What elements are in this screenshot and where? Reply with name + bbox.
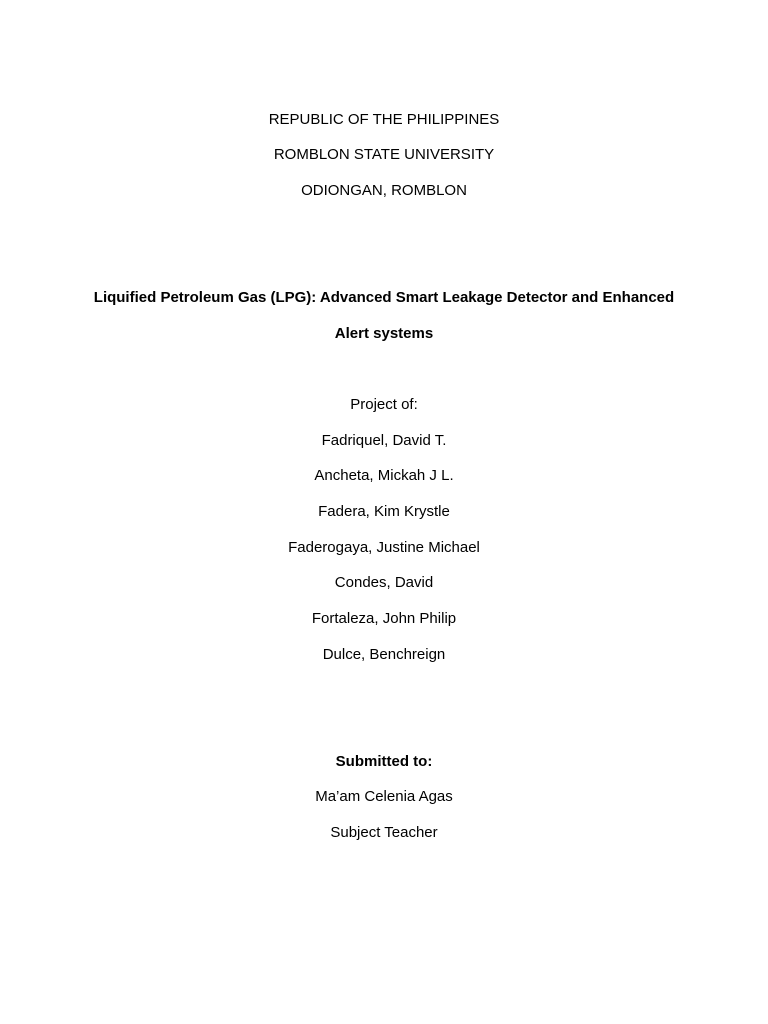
header-university: ROMBLON STATE UNIVERSITY [273,146,495,163]
document-title-line-2: Alert systems [334,325,434,342]
project-of-label: Project of: [350,396,418,413]
project-member: Ancheta, Mickah J L. [314,467,454,484]
teacher-role: Subject Teacher [330,824,438,841]
submitted-to-label: Submitted to: [335,753,433,770]
project-member: Fadera, Kim Krystle [318,503,450,520]
header-location: ODIONGAN, ROMBLON [301,182,467,199]
teacher-name: Ma’am Celenia Agas [315,788,453,805]
project-member: Faderogaya, Justine Michael [288,539,480,556]
project-member: Condes, David [334,574,434,591]
document-title-line-1: Liquified Petroleum Gas (LPG): Advanced Smart Leakage Detector and Enhanced [93,289,675,306]
header-republic: REPUBLIC OF THE PHILIPPINES [268,111,500,128]
project-member: Fortaleza, John Philip [311,610,457,627]
project-member: Dulce, Benchreign [322,646,446,663]
project-member: Fadriquel, David T. [321,432,447,449]
